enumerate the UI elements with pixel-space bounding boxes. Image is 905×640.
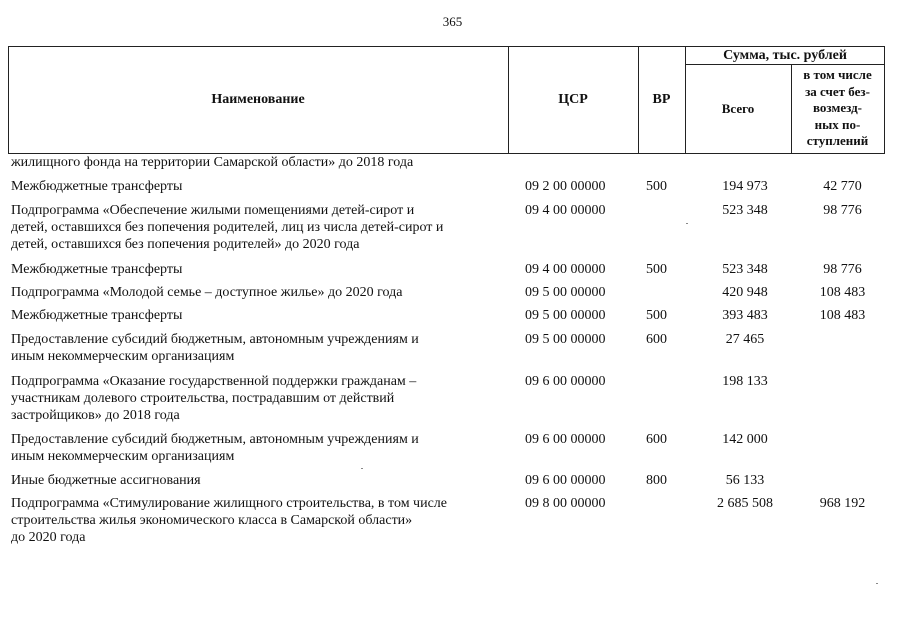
row-total: 142 000	[722, 432, 768, 447]
row-name: жилищного фонда на территории Самарской области» до 2018 года	[11, 155, 414, 170]
row-gratuitous: 42 770	[823, 179, 862, 194]
row-name: Иные бюджетные ассигнования	[11, 473, 201, 488]
row-name: Межбюджетные трансферты	[11, 262, 183, 277]
row-csr: 09 6 00 00000	[525, 473, 606, 488]
scan-speck	[876, 583, 878, 584]
row-csr: 09 6 00 00000	[525, 432, 606, 447]
row-csr: 09 8 00 00000	[525, 496, 606, 511]
row-total: 523 348	[722, 262, 768, 277]
scan-speck	[361, 468, 363, 469]
row-csr: 09 2 00 00000	[525, 179, 606, 194]
row-csr: 09 5 00 00000	[525, 308, 606, 323]
row-total: 194 973	[722, 179, 768, 194]
row-name: Предоставление субсидий бюджетным, автономным учреждениям и иным некоммерческим организациям	[11, 332, 419, 364]
row-csr: 09 5 00 00000	[525, 332, 606, 347]
row-gratuitous: 98 776	[823, 262, 862, 277]
row-name: Подпрограмма «Обеспечение жилыми помещениями детей-сирот и детей, оставшихся без попечения родителей, лиц из числа детей-сирот и детей, оставшихся без попечения родителей» до 2020 года	[11, 203, 444, 252]
header-sum-group: Сумма, тыс. рублей	[723, 48, 847, 63]
row-total: 198 133	[722, 374, 768, 389]
row-total: 393 483	[722, 308, 768, 323]
header-name: Наименование	[211, 92, 305, 107]
header-total: Всего	[721, 101, 755, 116]
page-number: 365	[442, 14, 463, 29]
row-csr: 09 4 00 00000	[525, 203, 606, 218]
row-vr: 500	[646, 262, 667, 277]
header-top-border	[8, 46, 885, 47]
row-gratuitous: 108 483	[819, 308, 866, 323]
row-vr: 800	[646, 473, 667, 488]
row-gratuitous: 98 776	[823, 203, 862, 218]
header-csr: ЦСР	[558, 92, 588, 107]
row-total: 523 348	[722, 203, 768, 218]
row-gratuitous: 108 483	[819, 285, 866, 300]
row-csr: 09 5 00 00000	[525, 285, 606, 300]
row-vr: 500	[646, 179, 667, 194]
row-name: Межбюджетные трансферты	[11, 179, 183, 194]
row-vr: 500	[646, 308, 667, 323]
row-total: 56 133	[725, 473, 765, 488]
row-total: 27 465	[725, 332, 765, 347]
row-name: Межбюджетные трансферты	[11, 308, 183, 323]
row-name: Подпрограмма «Оказание государственной поддержки гражданам – участникам долевого строительства, пострадавшим от действий застройщиков» до 2018 года	[11, 374, 417, 423]
header-incl-gratuitous: в том числе за счет без- возмезд- ных по- ступлений	[803, 67, 872, 148]
row-csr: 09 4 00 00000	[525, 262, 606, 277]
scan-speck	[686, 223, 688, 224]
header-vr: ВР	[652, 92, 671, 107]
row-name: Подпрограмма «Стимулирование жилищного строительства, в том числе строительства жилья экономического класса в Самарской области» до 2020 года	[11, 496, 448, 545]
row-gratuitous: 968 192	[819, 496, 866, 511]
row-vr: 600	[646, 332, 667, 347]
row-vr: 600	[646, 432, 667, 447]
header-sum-under	[685, 64, 885, 65]
row-name: Предоставление субсидий бюджетным, автономным учреждениям и иным некоммерческим организациям	[11, 432, 419, 464]
table-header	[8, 46, 885, 154]
row-total: 2 685 508	[717, 496, 773, 511]
row-csr: 09 6 00 00000	[525, 374, 606, 389]
row-total: 420 948	[722, 285, 768, 300]
row-name: Подпрограмма «Молодой семье – доступное жилье» до 2020 года	[11, 285, 403, 300]
